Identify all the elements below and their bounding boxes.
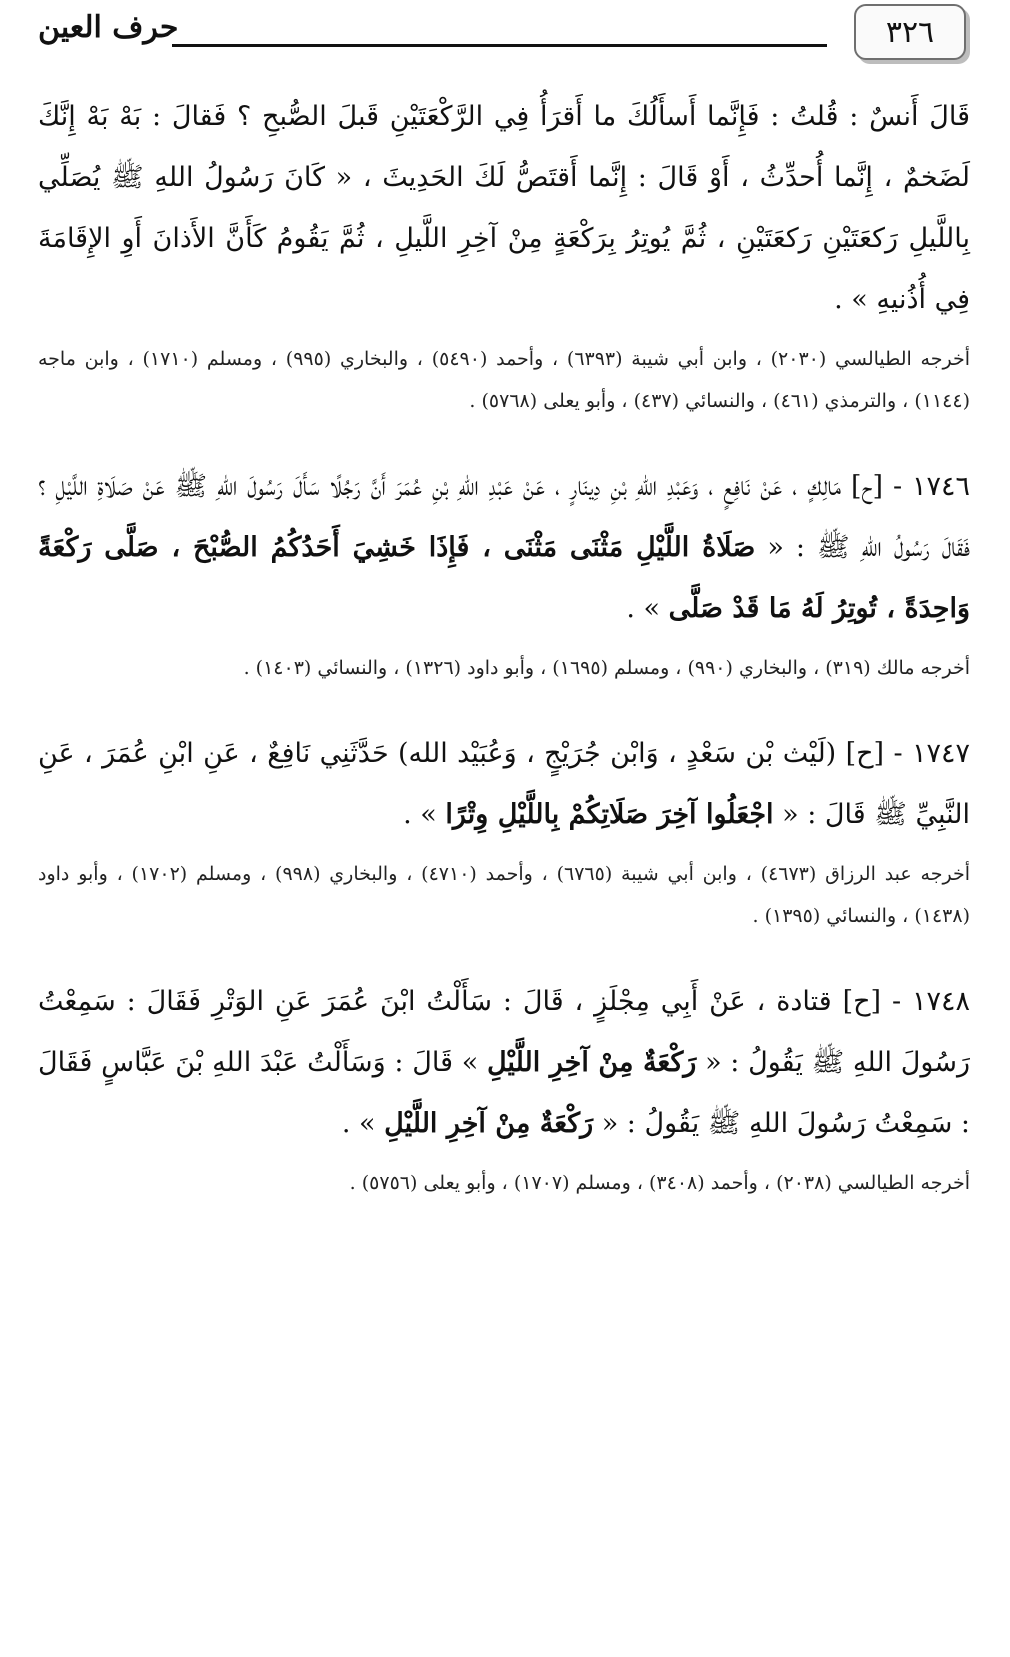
hadith-text [38,971,970,1154]
hadith-matn-2: رَكْعَةٌ مِنْ آخِرِ اللَّيْلِ [384,1108,594,1139]
page-content [38,86,970,1204]
hadith-text: قَالَ أَنسٌ : قُلتُ : فَإِنَّما أَسأَلُكَ ما أَقرَأُ فِي الرَّكْعَتَيْنِ قَبلَ الصُّبحِ ؟ فَقالَ : بَهْ بَهْ إِنَّكَ لَضَخمٌ ، إِنَّما أُحدِّثُ ، أَوْ قَالَ : إِنَّما أَقتَصُّ لَكَ الحَدِيثَ ، « كَانَ رَسُولُ اللهِ ﷺ يُصَلِّي بِاللَّيلِ رَكعَتَيْنِ رَكعَتَيْنِ ، ثُمَّ يُوتِرُ بِرَكْعَةٍ مِنْ آخِرِ اللَّيلِ ، ثُمَّ يَقُومُ كَأَنَّ الأَذانَ أَوِ الإِقَامَةَ فِي أُذُنيهِ » . [38,101,970,315]
hadith-1748 [38,971,970,1204]
takhrij-footnote: أخرجه الطيالسي (٢٠٣٠) ، وابن أبي شيبة (٦٣٩٣) ، وأحمد (٥٤٩٠) ، والبخاري (٩٩٥) ، ومسلم (١٧١٠) ، وابن ماجه (١١٤٤) ، والترمذي (٤٦١) ، والنسائي (٤٣٧) ، وأبو يعلى (٥٧٦٨) . [38,348,970,412]
hadith-isnad: ١٧٤٧ - [ح] (لَيْث بْن سَعْدٍ ، وَابْن جُرَيْجٍ ، وَعُبَيْد الله) حَدَّثَنِي نَافِعٌ ، عَنِ ابْنِ عُمَرَ ، عَنِ النَّبِيِّ ﷺ قَالَ : « [38,738,970,830]
page-number-badge: ٣٢٦ [854,4,966,60]
hadith-closing: » . [626,593,669,624]
hadith-matn: صَلَاةُ اللَّيْلِ مَثْنَى مَثْنَى ، فَإِذَا خَشِيَ أَحَدُكُمُ الصُّبْحَ ، صَلَّى رَكْعَةً وَاحِدَةً ، تُوتِرُ لَهُ مَا قَدْ صَلَّى [38,532,970,624]
takhrij-footnote: أخرجه عبد الرزاق (٤٦٧٣) ، وابن أبي شيبة (٦٧٦٥) ، وأحمد (٤٧١٠) ، والبخاري (٩٩٨) ، ومسلم (١٧٠٢) ، وأبو داود (١٤٣٨) ، والنسائي (١٣٩٥) . [38,863,970,927]
hadith-matn: اجْعَلُوا آخِرَ صَلَاتِكُمْ بِاللَّيْلِ وِتْرًا [445,799,774,830]
hadith-closing: » . [403,799,446,830]
chapter-title: حرف العين [38,10,179,45]
page-header [0,0,1010,70]
hadith-continuation [38,86,970,422]
hadith-text [38,456,970,639]
hadith-1746 [38,456,970,689]
hadith-text [38,723,970,845]
header-rule [172,44,827,47]
takhrij-footnote: أخرجه مالك (٣١٩) ، والبخاري (٩٩٠) ، ومسلم (١٦٩٥) ، وأبو داود (١٣٢٦) ، والنسائي (١٤٠٣) . [243,657,970,679]
takhrij-footnote: أخرجه الطيالسي (٢٠٣٨) ، وأحمد (٣٤٠٨) ، ومسلم (١٧٠٧) ، وأبو يعلى (٥٧٥٦) . [349,1172,970,1194]
hadith-isnad: ١٧٤٦ - [ح] مَالِكٍ ، عَنْ نَافِعٍ ، وَعَبْدِ اللهِ بْنِ دِينَارٍ ، عَنْ عَبْدِ اللهِ بْنِ عُمَرَ أَنَّ رَجُلًا سَأَلَ رَسُولَ اللهِ ﷺ عَنْ صَلَاةِ اللَّيْلِ ؟ فَقَالَ رَسُولُ اللهِ ﷺ : « [38,471,970,563]
hadith-1747 [38,723,970,937]
hadith-closing: » . [341,1108,385,1139]
hadith-continuation-text: » قَالَ : وَسَأَلْتُ عَبْدَ اللهِ بْنَ عَبَّاسٍ فَقَالَ : سَمِعْتُ رَسُولَ اللهِ ﷺ يَقُولُ : « [38,1047,970,1139]
hadith-isnad: ١٧٤٨ - [ح] قتادة ، عَنْ أَبِي مِجْلَزٍ ، قَالَ : سَأَلْتُ ابْنَ عُمَرَ عَنِ الوَتْرِ فَقَالَ : سَمِعْتُ رَسُولَ اللهِ ﷺ يَقُولُ : « [38,986,970,1078]
hadith-matn: رَكْعَةٌ مِنْ آخِرِ اللَّيْلِ [486,1047,697,1078]
